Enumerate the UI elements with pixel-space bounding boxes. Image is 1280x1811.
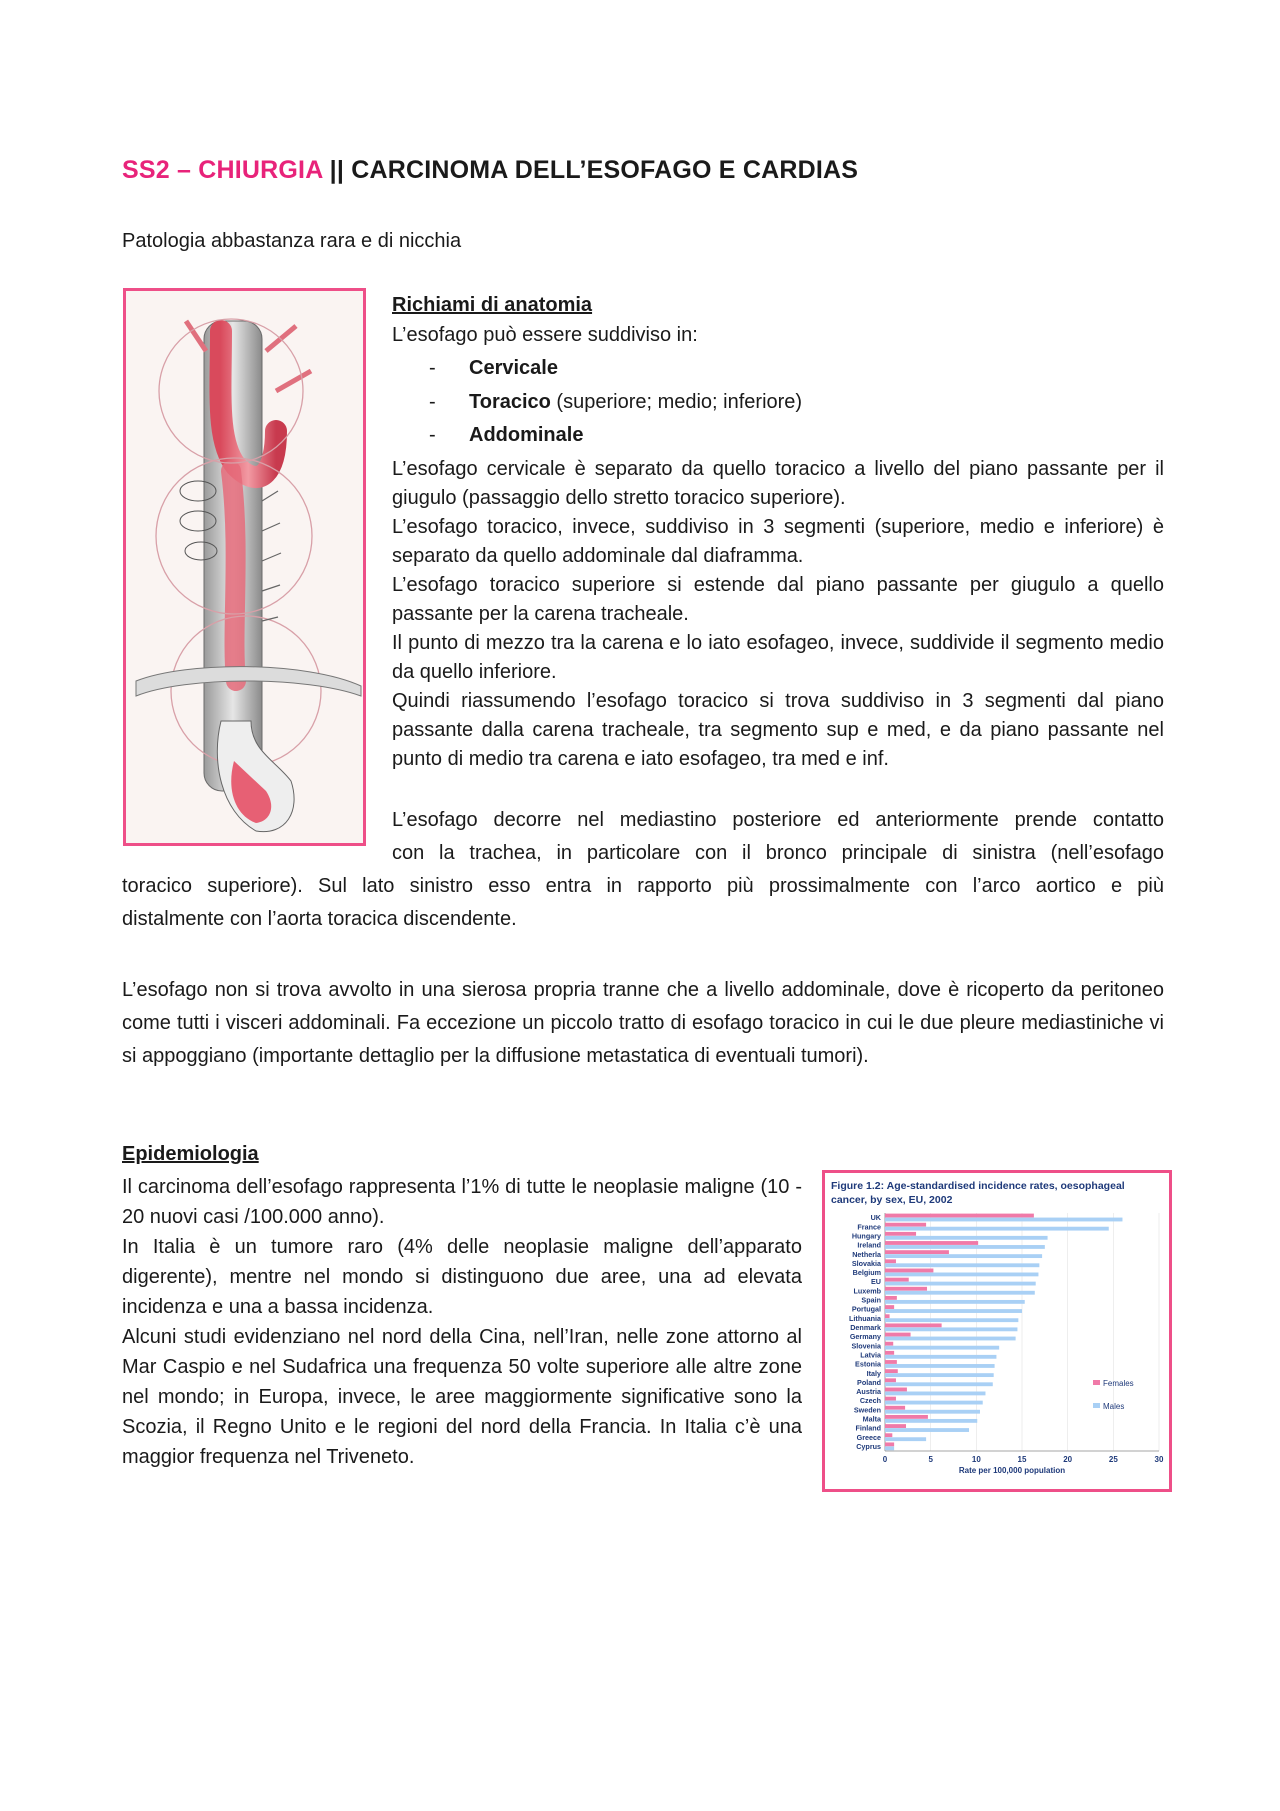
chart-bar-males [885, 1273, 1038, 1277]
chart-bar-males [885, 1309, 1022, 1313]
page-title [122, 156, 858, 185]
chart-bar-females [885, 1369, 898, 1373]
chart-category-label: Germany [849, 1332, 881, 1342]
chart-bar-males [885, 1419, 977, 1423]
chart-category-label: Czech [859, 1396, 881, 1406]
chart-title-line-1: Figure 1.2: Age-standardised incidence rates, oesophageal [831, 1180, 1125, 1192]
chart-category-label: Denmark [850, 1322, 881, 1332]
chart-category-label: Ireland [857, 1240, 881, 1250]
anatomy-paragraph: Quindi riassumendo l’esofago toracico si trova suddiviso in 3 segmenti dal piano passante dalla carena tracheale, tra segmento sup e med, e da piano passante nel punto di medio tra carena e iato esofageo, tra med e inf. [392, 689, 1164, 770]
chart-bar-males [885, 1364, 995, 1368]
chart-bar-males [885, 1346, 999, 1350]
anatomy-paragraph: L’esofago cervicale è separato da quello toracico a livello del piano passante per il giugulo (passaggio dello stretto toracico superiore). [392, 457, 1164, 509]
chart-bar-females [885, 1314, 890, 1318]
chart-bar-males [885, 1282, 1036, 1286]
chart-bar-females [885, 1424, 906, 1428]
chart-bar-males [885, 1392, 985, 1396]
chart-category-label: Cyprus [856, 1441, 881, 1451]
chart-bar-males [885, 1300, 1025, 1304]
chart-bar-males [885, 1355, 996, 1359]
text-line: L’esofago decorre nel mediastino posteriore ed anteriormente prende contatto [392, 809, 1164, 831]
chart-bar-females [885, 1351, 894, 1355]
chart-tick-label: 20 [1063, 1455, 1073, 1464]
chart-bar-females [885, 1296, 897, 1300]
chart-bar-males [885, 1263, 1039, 1267]
chart-category-label: Finland [855, 1423, 881, 1433]
chart-bar-females [885, 1323, 942, 1327]
chart-tick-label: 25 [1108, 1455, 1118, 1464]
chart-bar-males [885, 1446, 894, 1450]
epidemiology-paragraph: Il carcinoma dell’esofago rappresenta l’1% di tutte le neoplasie maligne (10 - 20 nuovi casi /100.000 anno). [122, 1176, 802, 1228]
chart-x-axis-label: Rate per 100,000 population [958, 1466, 1066, 1475]
text-line: distalmente con l’aorta toracica discendente. [122, 908, 517, 930]
chart-bar-males [885, 1327, 1017, 1331]
chart-category-label: Hungary [851, 1231, 881, 1241]
chart-bar-males [885, 1401, 983, 1405]
incidence-chart-svg [825, 1173, 1169, 1489]
epidemiology-paragraph: In Italia è un tumore raro (4% delle neoplasie maligne dell’apparato digerente), mentre nel mondo si distinguono due aree, una ad elevata incidenza e una a bassa incidenza. [122, 1236, 802, 1318]
chart-legend-label-males: Males [1103, 1402, 1125, 1411]
chart-category-label: Latvia [860, 1350, 881, 1360]
chart-bar-females [885, 1415, 928, 1419]
chart-legend-swatch-males [1093, 1403, 1100, 1408]
segment-note: (superiore; medio; inferiore) [550, 390, 803, 413]
chart-bar-females [885, 1214, 1034, 1218]
title-course: SS2 – CHIURGIA [122, 156, 323, 184]
anatomy-section [392, 291, 1164, 774]
chart-category-label: Netherla [852, 1249, 881, 1259]
list-dash: - [429, 357, 436, 379]
chart-bar-females [885, 1223, 926, 1227]
chart-bar-females [885, 1333, 911, 1337]
esophagus-anatomy-icon [126, 291, 363, 843]
chart-category-label: Slovenia [851, 1341, 881, 1351]
epidemiology-heading: Epidemiologia [122, 1143, 259, 1165]
chart-bar-males [885, 1382, 993, 1386]
esophagus-segment-list [392, 352, 1164, 453]
chart-category-label: Sweden [853, 1405, 881, 1415]
chart-bar-males [885, 1218, 1122, 1222]
segment-name: Toracico [469, 390, 551, 413]
chart-tick-label: 0 [882, 1455, 888, 1464]
title-topic: CARCINOMA DELL’ESOFAGO E CARDIAS [351, 156, 859, 184]
chart-category-label: Poland [857, 1377, 881, 1387]
chart-bar-females [885, 1241, 978, 1245]
chart-bar-females [885, 1378, 896, 1382]
chart-bar-males [885, 1227, 1109, 1231]
chart-bar-females [885, 1278, 909, 1282]
anatomy-lead: L’esofago può essere suddiviso in: [392, 323, 698, 346]
chart-legend-swatch-females [1093, 1380, 1100, 1385]
chart-category-label: Lithuania [849, 1313, 881, 1323]
list-dash: - [429, 424, 436, 446]
chart-tick-label: 10 [971, 1455, 981, 1464]
chart-legend-label-females: Females [1103, 1379, 1134, 1388]
text-line: con la trachea, in particolare con il bronco principale di sinistra (nell’esofago [392, 842, 1164, 864]
esophagus-anatomy-illustration [123, 288, 366, 846]
chart-bar-males [885, 1437, 926, 1441]
epidemiology-paragraph: Alcuni studi evidenziano nel nord della Cina, nell’Iran, nelle zone attorno al Mar Caspio e nel Sudafrica una frequenza 50 volte superiore alle altre zone nel mondo; in Europa, invece, le aree maggiormente significative sono la Scozia, il Regno Unito e le regioni del nord della Francia. In Italia c’è una maggior frequenza nel Triveneto. [122, 1326, 802, 1468]
chart-category-label: Malta [862, 1414, 881, 1424]
chart-category-label: Belgium [852, 1268, 881, 1278]
chart-bar-females [885, 1269, 933, 1273]
chart-tick-label: 30 [1154, 1455, 1164, 1464]
chart-category-label: UK [870, 1213, 881, 1223]
chart-bar-females [885, 1406, 905, 1410]
chart-bar-females [885, 1388, 907, 1392]
chart-bar-males [885, 1337, 1016, 1341]
chart-category-label: Austria [856, 1387, 881, 1397]
chart-bar-females [885, 1360, 897, 1364]
chart-category-label: Portugal [851, 1304, 881, 1314]
chart-category-label: Spain [861, 1295, 881, 1305]
title-separator: || [322, 156, 352, 184]
chart-title-line-2: cancer, by sex, EU, 2002 [831, 1194, 953, 1206]
chart-bar-females [885, 1287, 927, 1291]
mediastinum-paragraph-bottom [122, 870, 1164, 936]
chart-bar-females [885, 1342, 893, 1346]
chart-bar-males [885, 1410, 980, 1414]
chart-category-label: France [857, 1222, 881, 1232]
anatomy-paragraphs [392, 455, 1164, 774]
chart-category-label: Greece [856, 1432, 881, 1442]
chart-bar-females [885, 1305, 894, 1309]
chart-bar-females [885, 1250, 949, 1254]
chart-bar-females [885, 1442, 894, 1446]
list-item [392, 352, 1164, 386]
anatomy-paragraph: L’esofago toracico, invece, suddiviso in 3 segmenti (superiore, medio e inferiore) è separato da quello addominale dal diaframma. [392, 515, 1164, 567]
incidence-chart [822, 1170, 1172, 1492]
anatomy-paragraph: L’esofago toracico superiore si estende dal piano passante per giugulo a quello passante per la carena tracheale. [392, 573, 1164, 625]
chart-bar-males [885, 1254, 1042, 1258]
text-line: toracico superiore). Sul lato sinistro esso entra in rapporto più prossimalmente con l’arco aortico e più [122, 875, 1164, 897]
chart-bar-females [885, 1232, 916, 1236]
chart-bar-females [885, 1433, 892, 1437]
epidemiology-text [122, 1172, 802, 1472]
chart-category-label: Slovakia [851, 1258, 881, 1268]
chart-tick-label: 15 [1017, 1455, 1027, 1464]
list-item [392, 419, 1164, 453]
list-dash: - [429, 390, 436, 413]
chart-category-label: Italy [866, 1368, 881, 1378]
chart-bar-males [885, 1373, 994, 1377]
chart-bar-females [885, 1259, 896, 1263]
anatomy-paragraph: Il punto di mezzo tra la carena e lo iato esofageo, invece, suddivide il segmento medio da quello inferiore. [392, 631, 1164, 683]
mediastinum-paragraph-top [392, 804, 1164, 870]
chart-tick-label: 5 [928, 1455, 933, 1464]
chart-bar-males [885, 1236, 1048, 1240]
chart-category-label: Luxemb [853, 1286, 881, 1296]
segment-name: Addominale [469, 424, 584, 446]
anatomy-heading: Richiami di anatomia [392, 294, 593, 316]
chart-bar-males [885, 1291, 1035, 1295]
chart-bar-males [885, 1318, 1018, 1322]
chart-category-label: Estonia [855, 1359, 881, 1369]
chart-bar-females [885, 1397, 896, 1401]
list-item [392, 386, 1164, 420]
segment-name: Cervicale [469, 357, 558, 379]
chart-category-label: EU [871, 1277, 881, 1287]
serosa-paragraph: L’esofago non si trova avvolto in una sierosa propria tranne che a livello addominale, dove è ricoperto da peritoneo come tutti i visceri addominali. Fa eccezione un piccolo tratto di esofago toracico in cui le due pleure mediastiniche vi si appoggiano (importante dettaglio per la diffusione metastatica di eventuali tumori). [122, 979, 1164, 1067]
intro-text: Patologia abbastanza rara e di nicchia [122, 230, 462, 252]
chart-bar-males [885, 1245, 1045, 1249]
chart-bar-males [885, 1428, 969, 1432]
